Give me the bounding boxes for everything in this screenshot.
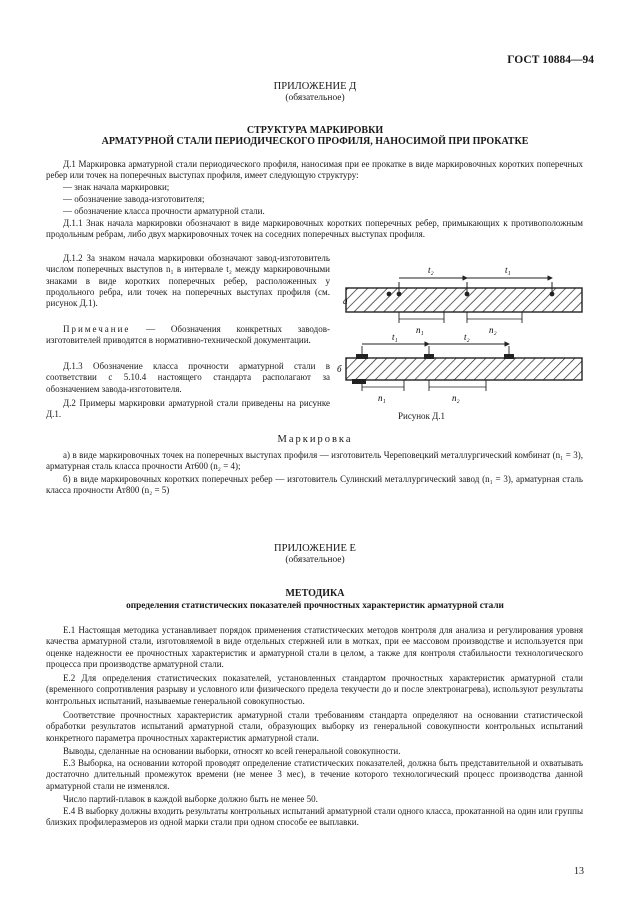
marking-heading: Маркировка <box>277 434 353 445</box>
label-bot-n2: n₂ <box>452 393 460 403</box>
rebar-top <box>346 288 582 312</box>
note-text: — Обозначения конкретных заводов-изготовителей приводятся в нормативно-технической документации. <box>46 324 330 346</box>
panel-label-a: а <box>343 296 348 306</box>
paragraph-e2: Е.2 Для определения статистических показателей, установленных стандартом прочностных характеристик арматурной стали (временного сопротивления разрыву и условного или физического предела текучести до и после электронагрева), используют результаты контрольных испытаний, называемые генеральной совокупностью. <box>46 673 583 706</box>
appendix-e-title: ПРИЛОЖЕНИЕ Е <box>274 543 356 554</box>
appendix-d-heading-1: СТРУКТУРА МАРКИРОВКИ <box>246 125 384 136</box>
marking-dot <box>397 292 402 297</box>
label-bot-t1: t₁ <box>392 332 398 342</box>
label-top-n1: n₁ <box>416 325 424 335</box>
list-item-3: — обозначение класса прочности арматурной стали. <box>63 206 265 216</box>
marking-item-a: а) в виде маркировочных точек на поперечных выступах профиля — изготовитель Череповецкий металлургический комбинат (n₁ = 3), арматурная сталь класса прочности Ат600 (n₂ = 4); <box>46 450 583 472</box>
note-label: Примечание <box>63 324 131 334</box>
appendix-d-status: (обязательное) <box>285 93 345 103</box>
list-item-1: — знак начала маркировки; <box>63 182 170 192</box>
label-top-t2: t₂ <box>428 265 434 275</box>
marking-dot <box>387 292 392 297</box>
figure-caption: Рисунок Д.1 <box>398 411 446 421</box>
label-top-t1: t₁ <box>505 265 511 275</box>
paragraph-e3b: Число партий-плавок в каждой выборке должно быть не менее 50. <box>63 794 318 804</box>
paragraph-e2b: Соответствие прочностных характеристик арматурной стали требованиям стандарта определяют на основании статистической обработки результатов испытаний арматурной стали, образующих выборку из генеральной совокупности контрольных испытаний конкретного параметра прочностных характеристик арматурной стали. <box>46 710 583 743</box>
paragraph-d13: Д.1.3 Обозначение класса прочности арматурной стали в соответствии с 5.10.4 настоящего стандарта располагают за обозначением завода-изготовителя. <box>46 361 330 394</box>
paragraph-e4: Е.4 В выборку должны входить результаты контрольных испытаний арматурной стали одного класса, прокатанной на один или группы близких профилеразмеров из одной марки стали при одном способе ее выплавки. <box>46 806 583 828</box>
appendix-d-title: ПРИЛОЖЕНИЕ Д <box>273 81 357 92</box>
label-top-n2: n₂ <box>489 325 497 335</box>
label-bot-n1: n₁ <box>378 393 386 403</box>
appendix-e-heading-1: МЕТОДИКА <box>285 588 345 599</box>
rebar-bottom <box>346 358 582 380</box>
page-number: 13 <box>574 866 584 877</box>
list-item-2: — обозначение завода-изготовителя; <box>63 194 205 204</box>
paragraph-e1: Е.1 Настоящая методика устанавливает порядок применения статистических методов контроля для анализа и регулирования уровня качества арматурной стали, изготовляемой в виде отдельных стержней или в мотках, при ее массовом производстве и используется при оценке надежности ее прочностных характеристик и арматурной стали в целом, а также для контроля стабильности технологического процесса при производстве арматурной стали. <box>46 625 583 669</box>
panel-label-b: б <box>337 364 342 374</box>
paragraph-d1: Д.1 Маркировка арматурной стали периодического профиля, наносимая при ее прокатке в виде маркировочных коротких поперечных ребер или точек на поперечных выступах профиля, имеет следующую структуру: <box>46 159 583 181</box>
paragraph-e3: Е.3 Выборка, на основании которой проводят определение статистических показателей, должна быть представительной и охватывать достаточно длительный промежуток времени (не менее 3 мес), в течение которого технологический процесс производства данной арматурной стали не изменялся. <box>46 758 583 791</box>
figure-d1 <box>336 260 588 405</box>
appendix-e-heading-2: определения статистических показателей прочностных характеристик арматурной стали <box>126 601 504 611</box>
note <box>46 324 330 347</box>
appendix-e-status: (обязательное) <box>285 555 345 565</box>
appendix-d-heading-2: АРМАТУРНОЙ СТАЛИ ПЕРИОДИЧЕСКОГО ПРОФИЛЯ, НАНОСИМОЙ ПРИ ПРОКАТКЕ <box>101 136 529 147</box>
paragraph-e2c: Выводы, сделанные на основании выборки, относят ко всей генеральной совокупности. <box>63 746 401 756</box>
figure-panel-a <box>343 265 582 335</box>
paragraph-d12: Д.1.2 За знаком начала маркировки обозначают завод-изготовитель числом поперечных выступов n₁ в интервале t₂ между маркировочными знаками в виде коротких поперечных ребер, расположенных у продольного ребра, или точек на поперечных выступах профиля (см. рисунок Д.1). <box>46 253 330 309</box>
paragraph-d11: Д.1.1 Знак начала маркировки обозначают в виде маркировочных коротких поперечных ребер, примыкающих к противоположным продольным ребрам, либо двух маркировочных точек на соседних поперечных выступах профиля. <box>46 218 583 240</box>
figure-panel-b <box>337 332 582 403</box>
document-number: ГОСТ 10884—94 <box>507 54 594 66</box>
marking-dot <box>550 292 555 297</box>
paragraph-d2: Д.2 Примеры маркировки арматурной стали приведены на рисунке Д.1. <box>46 398 330 420</box>
marking-item-b: б) в виде маркировочных коротких поперечных ребер — изготовитель Сулинский металлургический завод (n₁ = 3), арматурная сталь класса прочности Ат800 (n₂ = 5) <box>46 474 583 496</box>
marking-rib <box>352 379 366 384</box>
marking-dot <box>465 292 470 297</box>
label-bot-t2: t₂ <box>464 332 470 342</box>
